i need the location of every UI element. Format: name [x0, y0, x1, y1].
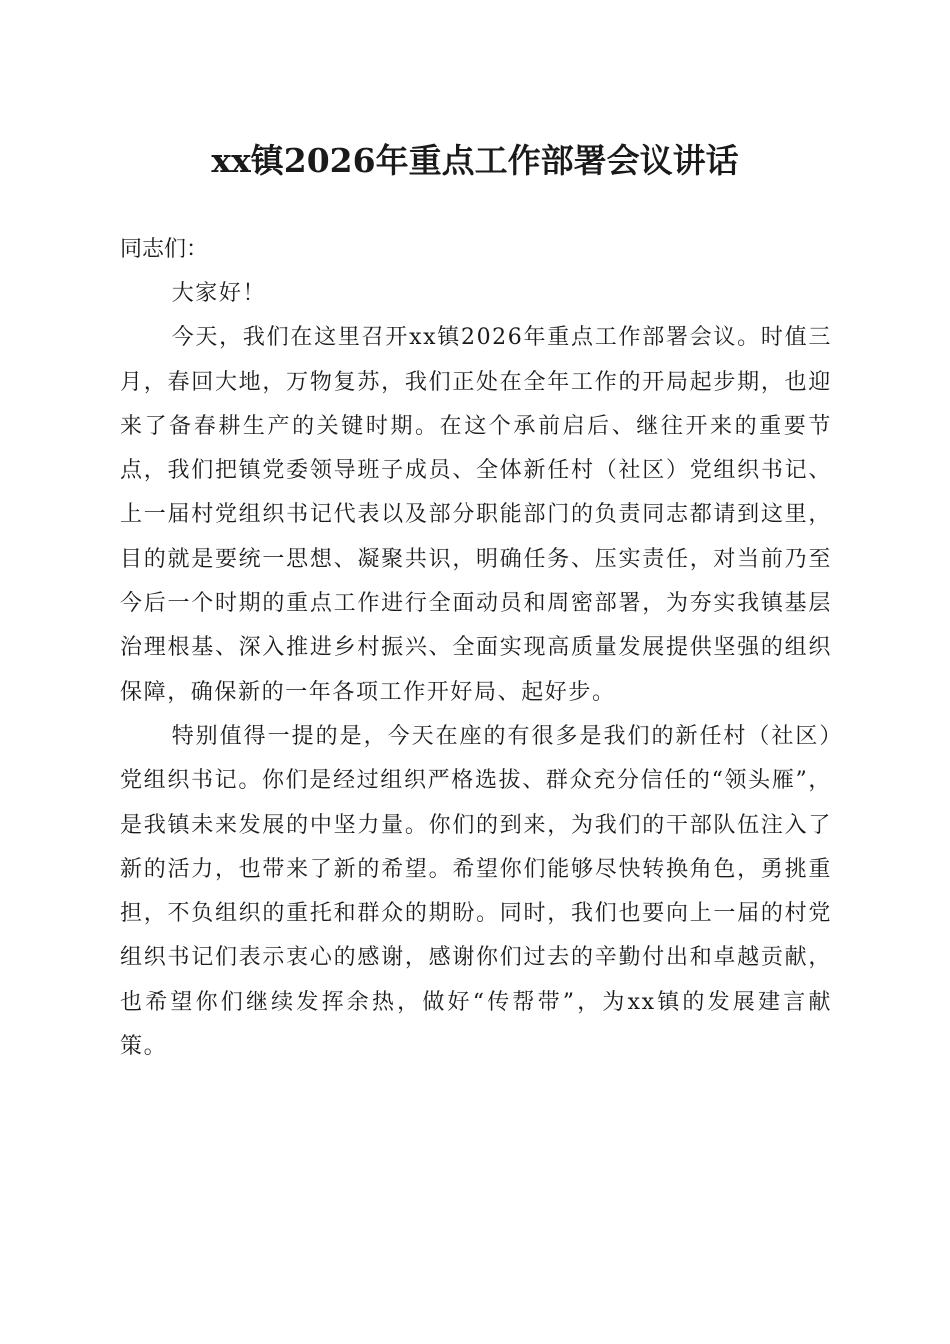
new-secretaries-paragraph: 特别值得一提的是，今天在座的有很多是我们的新任村（社区）党组织书记。你们是经过组织严格选拔、群众充分信任的“领头雁”，是我镇未来发展的中坚力量。你们的到来，为我们的干部队伍注入了新的活力，也带来了新的希望。希望你们能够尽快转换角色，勇挑重担，不负组织的重托和群众的期盼。同时，我们也要向上一届的村党组织书记们表示衷心的感谢，感谢你们过去的辛勤付出和卓越贡献，也希望你们继续发挥余热，做好“传帮带”，为xx镇的发展建言献策。 [120, 723, 832, 1060]
greeting-paragraph: 大家好！ [171, 281, 267, 306]
document-title: xx镇2026年重点工作部署会议讲话 [211, 141, 739, 180]
opening-paragraph: 今天，我们在这里召开xx镇2026年重点工作部署会议。时值三月，春回大地，万物复苏，我们正处在全年工作的开局起步期，也迎来了备春耕生产的关键时期。在这个承前启后、继往开来的重要节点，我们把镇党委领导班子成员、全体新任村（社区）党组织书记、上一届村党组织书记代表以及部分职能部门的负责同志都请到这里，目的就是要统一思想、凝聚共识，明确任务、压实责任，对当前乃至今后一个时期的重点工作进行全面动员和周密部署，为夯实我镇基层治理根基、深入推进乡村振兴、全面实现高质量发展提供坚强的组织保障，确保新的一年各项工作开好局、起好步。 [120, 325, 832, 705]
salutation: 同志们： [120, 237, 209, 262]
speech-body [120, 228, 832, 1069]
